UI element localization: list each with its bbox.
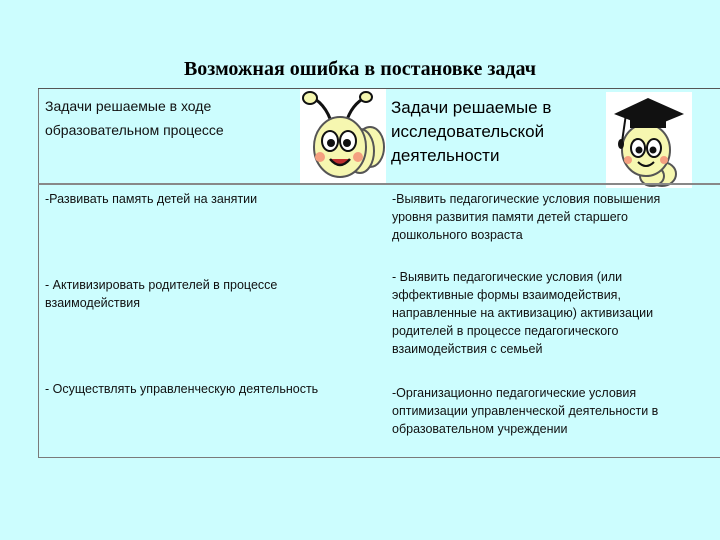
- header-right-label: Задачи решаемые в исследовательской деятельности: [391, 98, 552, 165]
- table-row-2-right: - Выявить педагогические условия (или эффективные формы взаимодействия, направленные на активизацию) активизации родителей в процессе педагогического взаимодействия с семьей: [392, 270, 654, 356]
- table-row-3-right: -Организационно педагогические условия оптимизации управленческой деятельности в образовательном учреждении: [392, 386, 659, 436]
- table-row-2-left: - Активизировать родителей в процессе взаимодействия: [45, 278, 278, 310]
- page-title: Возможная ошибка в постановке задач: [183, 58, 537, 80]
- table-row-3-left: - Осуществлять управленческую деятельность: [45, 382, 319, 396]
- bee-graduation-cap-icon: [606, 92, 692, 188]
- header-left-label: Задачи решаемые в ходе образовательном процессе: [45, 98, 224, 138]
- bee-cartoon-icon: [300, 89, 386, 183]
- table-row-1-right: -Выявить педагогические условия повышения уровня развития памяти детей старшего дошкольного возраста: [392, 192, 661, 242]
- table-row-1-left: -Развивать память детей на занятии: [45, 192, 258, 206]
- header-divider: [38, 183, 720, 185]
- table-header-row: [38, 89, 720, 183]
